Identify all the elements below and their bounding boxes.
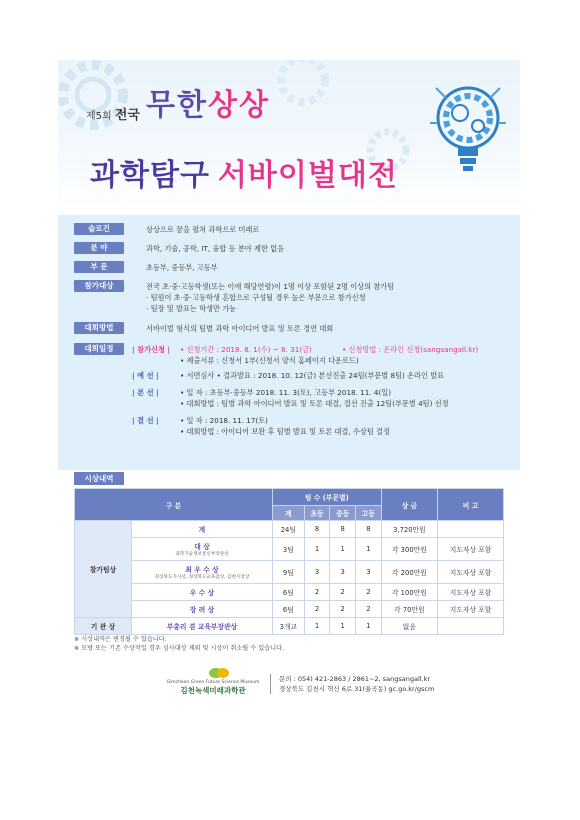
- pre-value: • 서면심사 • 결과발표 : 2018. 10. 12(금) 본선진출 24팀(부문별 8팀) 온라인 발표: [180, 371, 445, 380]
- eligibility-line3: · 팀장 및 발표는 학생만 가능: [146, 304, 237, 313]
- table-row: 대 상 과학기술정보통신부장관상 3팀 1 1 1 각 300만원 지도자상 포함: [75, 538, 504, 561]
- eligibility-line2: · 팀원이 초·중·고등학생 혼합으로 구성될 경우 높은 부문으로 참가신청: [146, 293, 366, 302]
- title-main: 과학탐구 서바이벌대전: [90, 158, 398, 193]
- final-label: | 결 선 |: [132, 416, 159, 425]
- division-value: 초등부, 중등부, 고등부: [146, 263, 218, 272]
- main-method: • 대회방법 : 팀별 과학 아이디어 발표 및 토론 대결, 결선 진출 12팀(부문별 4팀) 선정: [180, 399, 449, 408]
- division-tag: 부 문: [74, 261, 124, 273]
- museum-logo-icon: [208, 666, 230, 680]
- method-tag: 대회방법: [74, 322, 124, 334]
- pre-label: | 예 선 |: [132, 371, 159, 380]
- apply-period: • 신청기간 : 2018. 8. 1(수) ~ 8. 31(금): [180, 345, 312, 354]
- main-label: | 본 선 |: [132, 388, 159, 397]
- prize-notes: [74, 635, 284, 653]
- sub-total: 계: [272, 506, 304, 521]
- table-row: 기 관 상 부총리 겸 교육부장관상 3개교 1 1 1 없음: [75, 618, 504, 635]
- table-row: 참가팀상 계 24팀 8 8 8 3,720만원: [75, 521, 504, 538]
- contact-info: [270, 674, 434, 694]
- table-row: 우 수 상 6팀 2 2 2 각 100만원 지도자상 포함: [75, 584, 504, 601]
- note-1: ※ 시상내역은 변경될 수 있습니다.: [74, 636, 167, 643]
- sub-high: 고등: [356, 506, 382, 521]
- final-method: • 대회방법 : 아이디어 보완 후 팀별 발표 및 토론 대결, 수상팀 결정: [180, 427, 390, 436]
- poster-header: [58, 60, 520, 210]
- schedule-tag: 대회일정: [74, 343, 124, 355]
- head-prize: 상 금: [381, 489, 437, 521]
- method-value: 서바이벌 형식의 팀별 과학 아이디어 발표 및 토론 경연 대회: [146, 324, 334, 333]
- poster: [58, 60, 520, 715]
- contact-address: 경상북도 김천시 혁신 6로 31(율곡동) gc.go.kr/gscm: [279, 685, 435, 693]
- gear-icon: [268, 60, 338, 115]
- lightbulb-icon: [428, 78, 508, 188]
- edition-label: 제5회 전국: [86, 108, 140, 123]
- info-section: [58, 215, 520, 470]
- main-date: • 일 자 : 초등부·중등부 2018. 11. 3(토), 고등부 2018. 11. 4(일): [180, 388, 391, 397]
- head-category: 구 분: [75, 489, 273, 521]
- eligibility-tag: 참가대상: [74, 280, 124, 292]
- contact-phone: 문의 : 054) 421-2863 / 2861~2, sangsangall.kr: [279, 675, 431, 683]
- slogan-value: 상상으로 꿈을 펼쳐 과학으로 미래로: [146, 225, 260, 234]
- head-teams: 팀 수 (부문별): [272, 489, 381, 506]
- sub-mid: 중등: [330, 506, 356, 521]
- apply-docs: • 제출서류 : 신청서 1부(신청서 양식 홈페이지 다운로드): [180, 356, 359, 365]
- slogan-tag: 슬로건: [74, 223, 124, 235]
- gear-icon: [58, 60, 138, 140]
- field-tag: 분 야: [74, 242, 124, 254]
- table-row: 최 우 수 상 경상북도지사상, 경상북도교육감상, 김천시장상 9팀 3 3 3 각 200만원 지도자상 포함: [75, 561, 504, 584]
- apply-label: | 참가신청 |: [132, 345, 171, 354]
- note-2: ※ 모방 또는 기존 수상작일 경우 심사대상 제외 및 시상이 취소될 수 있습니다.: [74, 645, 285, 652]
- museum-name: Gimcheon Green Future Science Museum 김천녹색미래과학관: [166, 680, 260, 695]
- sub-elem: 초등: [304, 506, 330, 521]
- org-label: 기 관 상: [75, 618, 132, 635]
- prize-table: [74, 488, 504, 635]
- table-row: 장 려 상 6팀 2 2 2 각 70만원 지도자상 포함: [75, 601, 504, 618]
- group-label: 참가팀상: [75, 521, 132, 618]
- head-note: 비 고: [438, 489, 504, 521]
- final-date: • 일 자 : 2018. 11. 17(토): [180, 416, 268, 425]
- field-value: 과학, 기술, 공학, IT, 융합 등 분야 제한 없음: [146, 244, 285, 253]
- title-top: 무한상상: [146, 88, 270, 123]
- apply-method: • 신청방법 : 온라인 신청(sangsangall.kr): [342, 345, 479, 354]
- eligibility-line1: 전국 초·중·고등학생(또는 이에 해당연령)이 1명 이상 포함된 2명 이상의 참가팀: [146, 282, 395, 291]
- prize-tag: 시상내역: [74, 472, 124, 485]
